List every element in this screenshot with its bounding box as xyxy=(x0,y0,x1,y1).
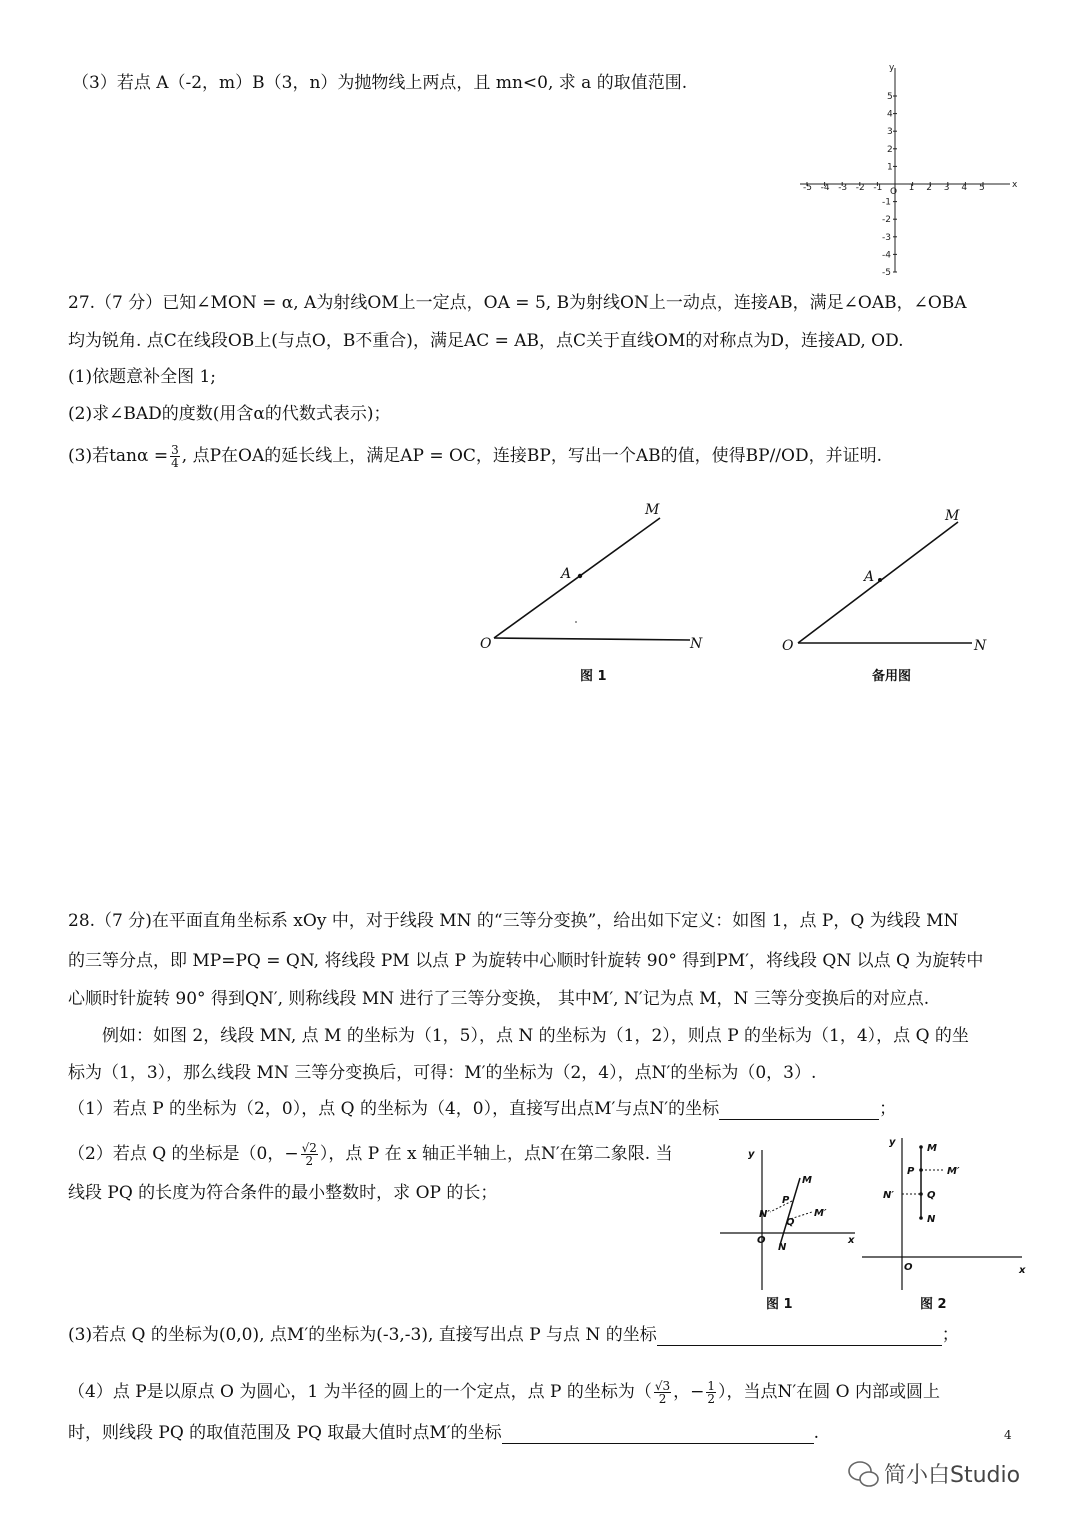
frac-num: 1 xyxy=(707,1379,716,1393)
x-tick-label: 5 xyxy=(979,183,985,193)
y-tick-label: 2 xyxy=(887,144,893,155)
point-A xyxy=(578,574,582,578)
y-tick-label: -2 xyxy=(882,215,891,226)
point-M xyxy=(919,1145,923,1149)
q27-part1: (1)依题意补全图 1; xyxy=(68,367,217,387)
q28-part2-a: （2）若点 Q 的坐标是（0，− xyxy=(68,1144,299,1164)
x-tick-label: -3 xyxy=(838,183,848,193)
label-Q: Q xyxy=(786,1217,795,1228)
label-O: O xyxy=(904,1262,913,1273)
label-Mp: M′ xyxy=(814,1208,827,1219)
q28-part3-text: (3)若点 Q 的坐标为(0,0), 点M′的坐标为(-3,-3), 直接写出点 P 与点 N 的坐标 xyxy=(68,1325,657,1345)
label-M: M xyxy=(802,1175,812,1186)
q28-line1: 28.（7 分)在平面直角坐标系 xOy 中，对于线段 MN 的“三等分变换”，给出如下定义：如图 1，点 P，Q 为线段 MN xyxy=(68,911,959,931)
fig1-caption: 图 1 xyxy=(580,669,607,684)
label-A: A xyxy=(864,569,875,585)
ray-OM xyxy=(494,518,660,638)
x-tick-label: -1 xyxy=(873,183,883,193)
q28-part1-text: （1）若点 P 的坐标为（2，0），点 Q 的坐标为（4，0），直接写出点M′与点N′的坐标 xyxy=(68,1099,720,1119)
label-P: P xyxy=(907,1166,915,1177)
x-tick-label: 1 xyxy=(908,183,915,193)
label-y: y xyxy=(889,1137,896,1148)
point-A xyxy=(878,578,882,582)
q28-part2-c: 线段 PQ 的长度为符合条件的最小整数时，求 OP 的长； xyxy=(68,1183,498,1203)
label-N: N xyxy=(690,636,703,652)
label-M: M xyxy=(645,502,660,518)
q27-figure-1 xyxy=(480,502,703,684)
label-x: x xyxy=(1019,1265,1026,1276)
label-Mp: M′ xyxy=(947,1166,960,1177)
fig2-caption: 图 2 xyxy=(920,1297,947,1312)
y-tick-label: 4 xyxy=(887,109,893,120)
q28-line4: 例如：如图 2，线段 MN, 点 M 的坐标为（1，5），点 N 的坐标为（1，2），则点 P 的坐标为（1，4），点 Q 的坐 xyxy=(102,1026,969,1046)
x-tick-label: -4 xyxy=(820,183,830,193)
frac-num: √3 xyxy=(654,1379,671,1393)
wechat-icon xyxy=(849,1462,878,1486)
x-tick-label: 4 xyxy=(961,183,968,193)
label-y: y xyxy=(748,1149,755,1160)
frac-den: 2 xyxy=(305,1154,314,1168)
label-M: M xyxy=(945,508,960,524)
q28-line3: 心顺时针旋转 90° 得到QN′, 则称线段 MN 进行了三等分变换， 其中M′, N′记为点 M，N 三等分变换后的对应点. xyxy=(68,989,930,1009)
q27-part2: (2)求∠BAD的度数(用含α的代数式表示)； xyxy=(68,404,391,424)
x-axis-label: x xyxy=(1012,180,1018,190)
q28-part4-c-text: 时，则线段 PQ 的取值范围及 PQ 取最大值时点M′的坐标 xyxy=(68,1423,502,1443)
frac-den: 4 xyxy=(171,456,179,470)
segment-MN xyxy=(780,1178,800,1245)
x-tick-label: 3 xyxy=(943,183,950,193)
frac-num: √2 xyxy=(301,1141,317,1155)
ray-OM xyxy=(798,522,958,643)
page-number: 4 xyxy=(1004,1428,1012,1442)
q27-part3-b: , 点P在OA的延长线上，满足AP = OC，连接BP，写出一个AB的值，使得BP//OD，并证明. xyxy=(181,446,882,466)
q26-part3: （3）若点 A（-2，m）B（3，n）为抛物线上两点，且 mn<0, 求 a 的取值范围. xyxy=(72,73,688,93)
y-tick-label: -5 xyxy=(882,268,891,278)
q28-part4-end: . xyxy=(813,1423,820,1443)
ray-ON xyxy=(494,638,690,640)
q27-part3-a: (3)若tanα = xyxy=(68,446,169,466)
y-tick-label: 3 xyxy=(887,127,893,138)
label-Np: N′ xyxy=(759,1209,771,1220)
label-A: A xyxy=(561,566,572,582)
watermark: 简小白Studio xyxy=(884,1463,1021,1488)
x-tick-label: 2 xyxy=(926,183,932,193)
q28-line5: 标为（1，3），那么线段 MN 三等分变换后，可得：M′的坐标为（2，4），点N′的坐标为（0，3）. xyxy=(68,1063,817,1083)
frac-den: 2 xyxy=(707,1392,716,1406)
y-tick-label: -4 xyxy=(882,250,891,261)
label-M: M xyxy=(927,1143,937,1154)
label-Q: Q xyxy=(927,1190,936,1201)
point-N xyxy=(919,1216,923,1220)
stray-dot xyxy=(575,621,577,623)
label-N: N xyxy=(974,638,987,654)
q28-part2-b: ），点 P 在 x 轴正半轴上，点N′在第二象限. 当 xyxy=(319,1144,673,1164)
frac-den: 2 xyxy=(658,1392,667,1406)
fig1-caption: 图 1 xyxy=(766,1297,793,1312)
y-tick-label: 1 xyxy=(887,162,893,173)
fig2-caption: 备用图 xyxy=(872,669,912,684)
x-tick-label: -5 xyxy=(803,183,812,193)
q28-part3-end: ； xyxy=(941,1325,959,1345)
y-tick-label: -1 xyxy=(882,197,891,208)
q27-backup-figure xyxy=(782,508,987,684)
label-Np: N′ xyxy=(883,1190,895,1201)
q27-line2: 均为锐角. 点C在线段OB上(与点O，B不重合)，满足AC = AB，点C关于直线OM的对称点为D，连接AD, OD. xyxy=(68,331,904,351)
q28-figure-2 xyxy=(862,1137,1026,1312)
label-N: N xyxy=(927,1214,936,1225)
x-tick-label: -2 xyxy=(855,183,865,193)
y-tick-label: 5 xyxy=(887,92,893,102)
q28-part4-mid: ，− xyxy=(673,1382,705,1402)
origin-label: O xyxy=(890,187,898,197)
coordinate-axes xyxy=(800,63,1018,278)
label-O: O xyxy=(480,636,492,652)
q27-line1: 27.（7 分）已知∠MON = α, A为射线OM上一定点，OA = 5, B为射线ON上一动点，连接AB，满足∠OAB，∠OBA xyxy=(68,293,967,313)
q28-part4-a: （4）点 P是以原点 O 为圆心，1 为半径的圆上的一个定点，点 P 的坐标为（ xyxy=(68,1382,652,1402)
q28-part1-end: ； xyxy=(879,1099,897,1119)
label-O: O xyxy=(782,638,794,654)
y-axis-label: y xyxy=(889,63,895,73)
q28-figure-1 xyxy=(720,1149,855,1312)
label-P: P xyxy=(782,1195,790,1206)
label-x: x xyxy=(848,1235,855,1246)
frac-num: 3 xyxy=(171,443,179,457)
y-tick-label: -3 xyxy=(882,232,891,243)
q28-part4-b: ），当点N′在圆 O 内部或圆上 xyxy=(718,1382,941,1402)
label-O: O xyxy=(757,1235,766,1246)
q28-line2: 的三等分点，即 MP=PQ = QN, 将线段 PM 以点 P 为旋转中心顺时针旋转 90° 得到PM′，将线段 QN 以点 Q 为旋转中 xyxy=(68,951,984,971)
label-N: N xyxy=(778,1242,787,1253)
